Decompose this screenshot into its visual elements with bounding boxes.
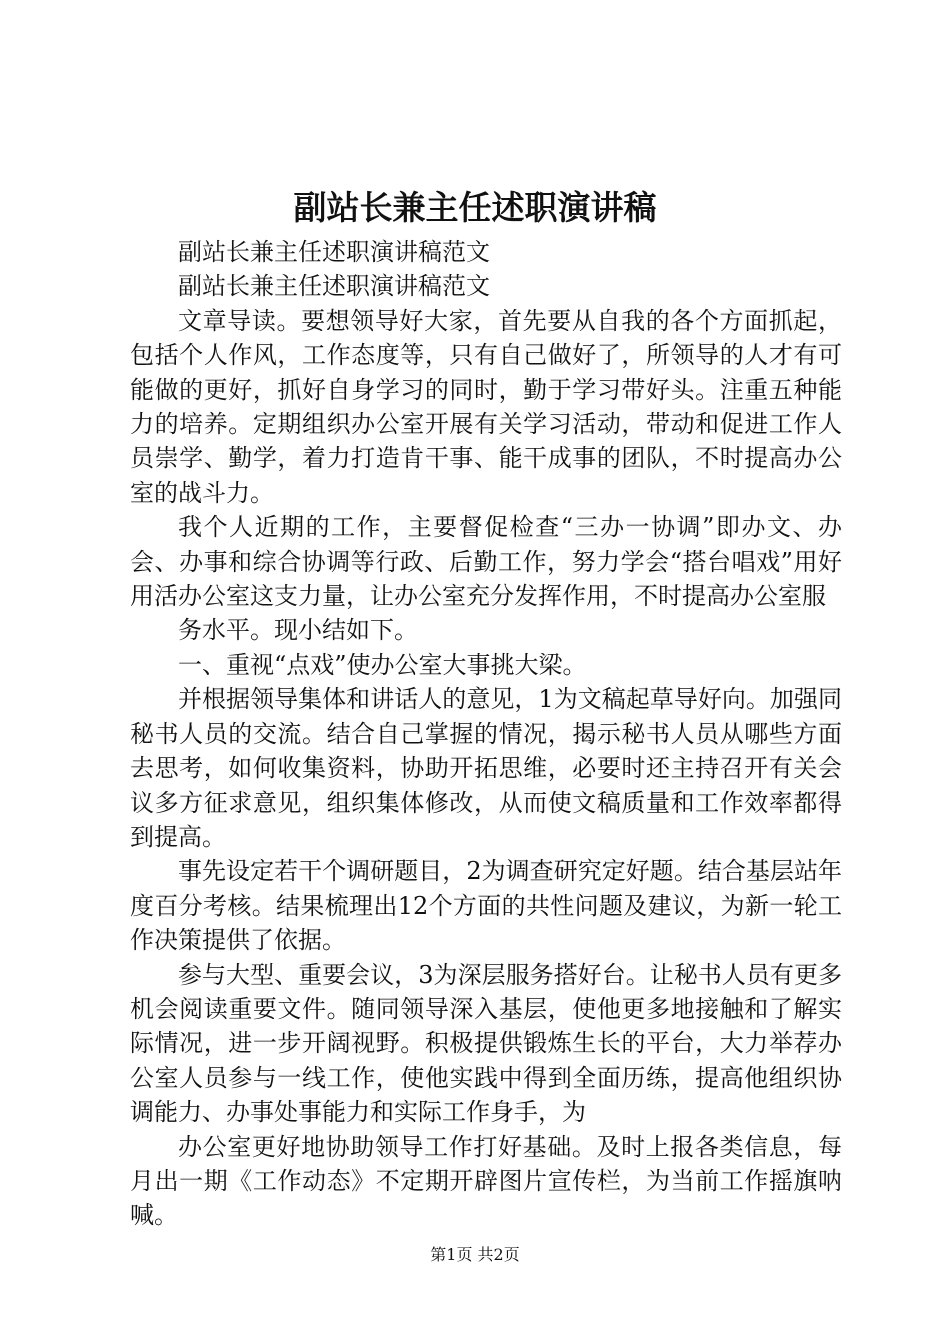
section-heading: 一、重视“点戏”使办公室大事挑大梁。 xyxy=(178,650,587,679)
paragraph: 办公室更好地协助领导工作打好基础。及时上报各类信息，每月出一期《工作动态》不定期开辟图片宣传栏，为当前工作摇旗呐喊。 xyxy=(130,1132,842,1230)
paragraph: 事先设定若干个调研题目，2为调查研究定好题。结合基层站年度百分考核。结果梳理出12个方面的共性问题及建议，为新一轮工作决策提供了依据。 xyxy=(130,857,842,955)
paragraph: 副站长兼主任述职演讲稿范文 xyxy=(178,272,490,301)
paragraph: 副站长兼主任述职演讲稿范文 xyxy=(178,238,490,266)
paragraph: 参与大型、重要会议，3为深层服务搭好台。让秘书人员有更多机会阅读重要文件。随同领导深入基层，使他更多地接触和了解实际情况，进一步开阔视野。积极提供锻炼生长的平台，大力举荐办公室人员参与一线工作，使他实践中得到全面历练，提高他组织协调能力、办事处事能力和实际工作身手，为 xyxy=(130,960,842,1127)
document-body xyxy=(130,235,842,1233)
document-title: 副站长兼主任述职演讲稿 xyxy=(293,188,657,227)
paragraph: 文章导读。要想领导好大家，首先要从自我的各个方面抓起，包括个人作风，工作态度等，只有自己做好了，所领导的人才有可能做的更好，抓好自身学习的同时，勤于学习带好头。注重五种能力的培养。定期组织办公室开展有关学习活动，带动和促进工作人员崇学、勤学，着力打造肯干事、能干成事的团队，不时提高办公室的战斗力。 xyxy=(130,306,842,507)
paragraph: 我个人近期的工作，主要督促检查“三办一协调”即办文、办会、办事和综合协调等行政、后勤工作，努力学会“搭台唱戏”用好用活办公室这支力量，让办公室充分发挥作用，不时提高办公室服 xyxy=(130,513,842,611)
paragraph: 并根据领导集体和讲话人的意见，1为文稿起草导好向。加强同秘书人员的交流。结合自己掌握的情况，揭示秘书人员从哪些方面去思考，如何收集资料，协助开拓思维，必要时还主持召开有关会议多方征求意见，组织集体修改，从而使文稿质量和工作效率都得到提高。 xyxy=(130,685,842,851)
page-number-footer: 第1页 共2页 xyxy=(430,1245,520,1264)
paragraph: 务水平。现小结如下。 xyxy=(178,616,418,645)
